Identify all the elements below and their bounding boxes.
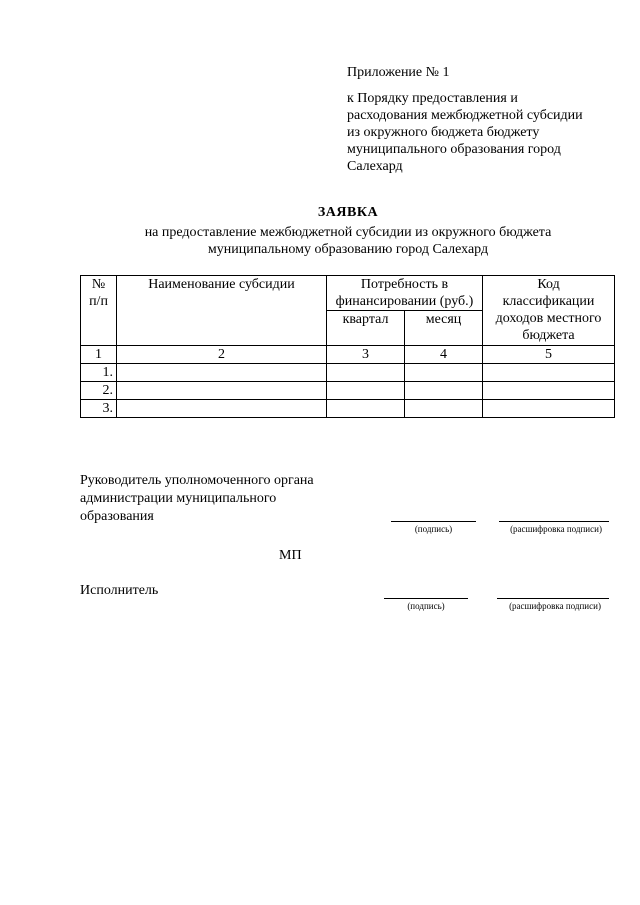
appendix-line: муниципального образования город [347,142,561,157]
row-number: 1. [81,364,117,382]
table-cell[interactable] [483,382,615,400]
row-number: 3. [81,400,117,418]
index-cell: 2 [117,346,327,364]
header-month: месяц [405,311,483,346]
request-table [80,275,615,418]
head-decode-line[interactable] [499,521,609,522]
appendix-line: расходования межбюджетной субсидии [347,108,583,123]
header-need: Потребность в финансировании (руб.) [327,276,483,311]
table-cell[interactable] [405,382,483,400]
row-number: 2. [81,382,117,400]
index-cell: 5 [483,346,615,364]
index-cell: 3 [327,346,405,364]
table-cell[interactable] [483,364,615,382]
index-row [81,346,615,364]
header-name: Наименование субсидии [117,276,327,346]
table-cell[interactable] [405,364,483,382]
table-cell[interactable] [327,382,405,400]
head-signature-line[interactable] [391,521,476,522]
table-cell[interactable] [117,400,327,418]
stamp-label: МП [279,548,302,563]
executor-label: Исполнитель [80,583,159,598]
table-cell[interactable] [117,382,327,400]
head-signature-caption: (подпись) [414,524,453,534]
table-row [81,400,615,418]
table-cell[interactable] [327,364,405,382]
table-cell[interactable] [117,364,327,382]
executor-decode-line[interactable] [497,598,609,599]
table-cell[interactable] [483,400,615,418]
table-cell[interactable] [327,400,405,418]
head-line: администрации муниципального [80,491,277,506]
index-cell: 1 [81,346,117,364]
document-title: ЗАЯВКА [317,205,379,220]
table-row [81,382,615,400]
head-line: Руководитель уполномоченного органа [80,473,314,488]
appendix-number: Приложение № 1 [347,65,450,80]
table-cell[interactable] [405,400,483,418]
executor-signature-caption: (подпись) [407,601,445,611]
head-line: образования [80,509,154,524]
head-decode-caption: (расшифровка подписи) [510,524,602,534]
document-subtitle [80,224,616,258]
appendix-block [347,64,617,175]
table-row [81,364,615,382]
executor-decode-caption: (расшифровка подписи) [509,601,601,611]
header-code: Код классификации доходов местного бюджета [483,276,615,346]
appendix-line: из окружного бюджета бюджету [347,125,540,140]
index-cell: 4 [405,346,483,364]
subtitle-line: муниципальному образованию город Салехард [207,242,489,257]
subtitle-line: на предоставление межбюджетной субсидии из окружного бюджета [144,225,552,240]
head-signature-label [80,472,380,526]
appendix-line: Салехард [347,159,403,174]
executor-signature-line[interactable] [384,598,468,599]
header-quarter: квартал [327,311,405,346]
appendix-line: к Порядку предоставления и [347,91,518,106]
header-num: № п/п [81,276,117,346]
